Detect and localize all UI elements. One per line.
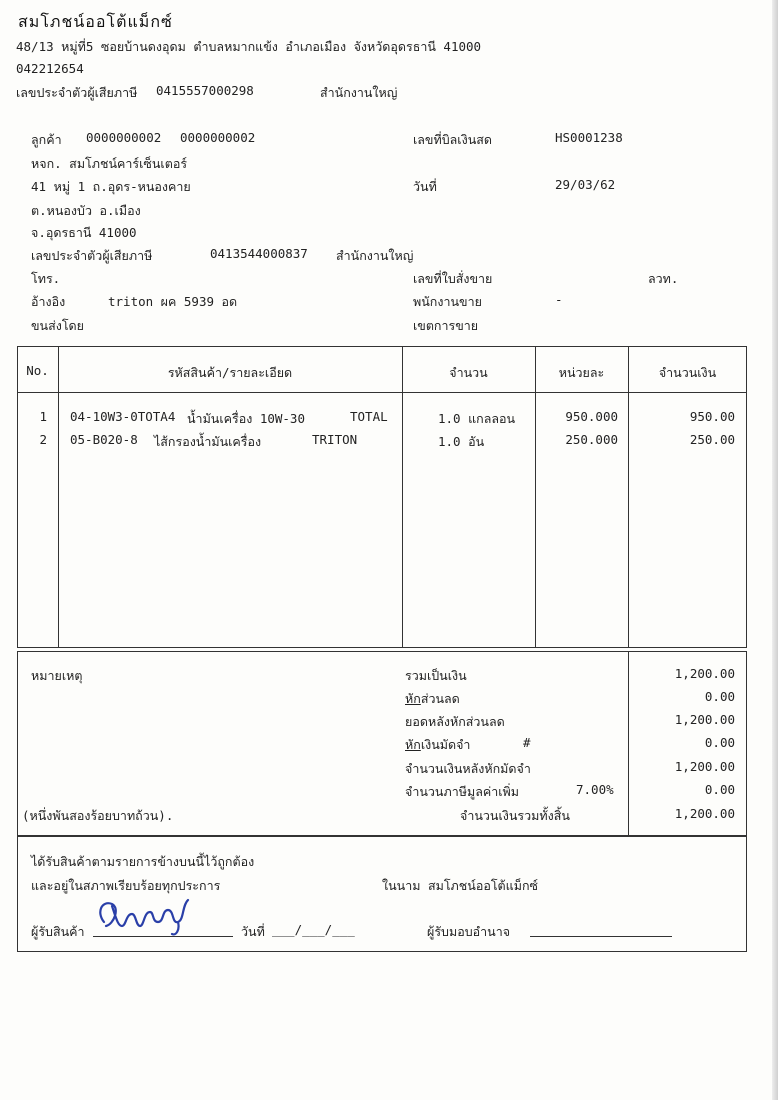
deposit-hash: # xyxy=(523,735,531,750)
header-no: No. xyxy=(26,363,49,378)
customer-branch: สำนักงานใหญ่ xyxy=(336,248,414,263)
invoice-date: 29/03/62 xyxy=(555,177,616,192)
header-desc: รหัสสินค้า/รายละเอียด xyxy=(167,365,293,380)
on-behalf: ในนาม สมโภชน์ออโต้แม็กซ์ xyxy=(382,878,539,893)
row2-code: 05-B020-8 xyxy=(70,432,138,447)
scan-edge xyxy=(772,0,778,1100)
received-line1: ได้รับสินค้าตามรายการข้างบนนี้ไว้ถูกต้อง xyxy=(31,854,255,869)
discount-value: 0.00 xyxy=(704,689,735,704)
customer-addr1: 41 หมู่ 1 ถ.อุดร-หนองคาย xyxy=(31,179,191,194)
receiver-label: ผู้รับสินค้า xyxy=(31,924,85,939)
col-divider-3 xyxy=(535,346,536,648)
handwritten-signature xyxy=(92,892,202,938)
vat-rate: 7.00% xyxy=(576,782,614,797)
salesperson-label: พนักงานขาย xyxy=(413,294,482,309)
customer-tax-label: เลขประจำตัวผู้เสียภาษี xyxy=(31,248,153,263)
company-branch: สำนักงานใหญ่ xyxy=(320,85,398,100)
col-divider-1 xyxy=(58,346,59,648)
row1-qty: 1.0 แกลลอน xyxy=(438,411,516,426)
row1-amount: 950.00 xyxy=(689,409,735,424)
customer-tax-id: 0413544000837 xyxy=(210,246,308,261)
header-unit-price: หน่วยละ xyxy=(558,365,605,380)
discount-label xyxy=(405,689,460,709)
remark-label: หมายเหตุ xyxy=(31,668,83,683)
received-line2: และอยู่ในสภาพเรียบร้อยทุกประการ xyxy=(31,878,221,893)
discount-label-text: ส่วนลด xyxy=(420,691,460,706)
company-address: 48/13 หมู่ที่5 ซอยบ้านดงอุดม ตำบลหมากแข้ง อำเภอเมือง จังหวัดอุดรธานี 41000 xyxy=(16,39,482,54)
total-label: รวมเป็นเงิน xyxy=(405,668,467,683)
authorized-signature-line xyxy=(530,936,672,937)
invoice-no: HS0001238 xyxy=(555,130,623,145)
row1-price: 950.000 xyxy=(565,409,618,424)
company-phone: 042212654 xyxy=(16,61,84,76)
table-header-divider xyxy=(17,392,747,393)
customer-ship-label: ขนส่งโดย xyxy=(31,318,84,333)
row2-no: 2 xyxy=(39,432,47,447)
invoice-date-label: วันที่ xyxy=(413,179,437,194)
row1-no: 1 xyxy=(39,409,47,424)
row2-desc: ไส้กรองน้ำมันเครื่อง xyxy=(154,434,262,449)
row1-code: 04-10W3-0TOTA4 xyxy=(70,409,176,424)
company-tax-label: เลขประจำตัวผู้เสียภาษี xyxy=(16,85,138,100)
customer-code1: 0000000002 xyxy=(86,130,162,145)
company-tax-id: 0415557000298 xyxy=(156,83,254,98)
col-divider-4 xyxy=(628,346,629,648)
deposit-label-text: เงินมัดจำ xyxy=(420,737,471,752)
receive-date-slots: ___/___/___ xyxy=(272,922,355,937)
vat-label: จำนวนภาษีมูลค่าเพิ่ม xyxy=(405,784,519,799)
row1-desc: น้ำมันเครื่อง 10W-30 xyxy=(187,411,305,426)
receive-date-label: วันที่ xyxy=(241,924,265,939)
customer-addr3: จ.อุดรธานี 41000 xyxy=(31,225,137,240)
vat-value: 0.00 xyxy=(704,782,735,797)
customer-addr2: ต.หนองบัว อ.เมือง xyxy=(31,203,141,218)
header-qty: จำนวน xyxy=(449,365,488,380)
customer-phone-label: โทร. xyxy=(31,271,61,286)
after-discount-value: 1,200.00 xyxy=(674,712,735,727)
customer-label: ลูกค้า xyxy=(31,132,62,147)
customer-name: หจก. สมโภชน์คาร์เซ็นเตอร์ xyxy=(31,156,188,171)
row2-price: 250.000 xyxy=(565,432,618,447)
grand-total-label: จำนวนเงินรวมทั้งสิ้น xyxy=(460,808,570,823)
sales-area-label: เขตการขาย xyxy=(413,318,479,333)
header-amount: จำนวนเงิน xyxy=(658,365,717,380)
company-name: สมโภชน์ออโต้แม็กซ์ xyxy=(18,12,173,31)
customer-ref-label: อ้างอิง xyxy=(31,294,66,309)
amount-in-words: (หนึ่งพันสองร้อยบาทถ้วน). xyxy=(22,808,174,823)
col-divider-2 xyxy=(402,346,403,648)
after-deposit-value: 1,200.00 xyxy=(674,759,735,774)
row2-brand: TRITON xyxy=(312,432,358,447)
grand-total-value: 1,200.00 xyxy=(674,806,735,821)
order-no-label: เลขที่ใบสั่งขาย xyxy=(413,271,493,286)
order-date-label: ลวท. xyxy=(648,271,679,286)
invoice-no-label: เลขที่บิลเงินสด xyxy=(413,132,492,147)
total-value: 1,200.00 xyxy=(674,666,735,681)
row2-amount: 250.00 xyxy=(689,432,735,447)
row2-qty: 1.0 อัน xyxy=(438,434,485,449)
authorized-label: ผู้รับมอบอำนาจ xyxy=(427,924,511,939)
deposit-value: 0.00 xyxy=(704,735,735,750)
row1-brand: TOTAL xyxy=(350,409,388,424)
customer-ref-value: triton ผค 5939 อด xyxy=(108,294,238,309)
customer-code2: 0000000002 xyxy=(180,130,256,145)
deposit-label xyxy=(405,735,470,755)
deposit-label-prefix: หัก xyxy=(405,737,421,752)
after-deposit-label: จำนวนเงินหลังหักมัดจำ xyxy=(405,761,531,776)
discount-label-prefix: หัก xyxy=(405,691,421,706)
after-discount-label: ยอดหลังหักส่วนลด xyxy=(405,714,505,729)
salesperson-value: - xyxy=(555,292,563,307)
